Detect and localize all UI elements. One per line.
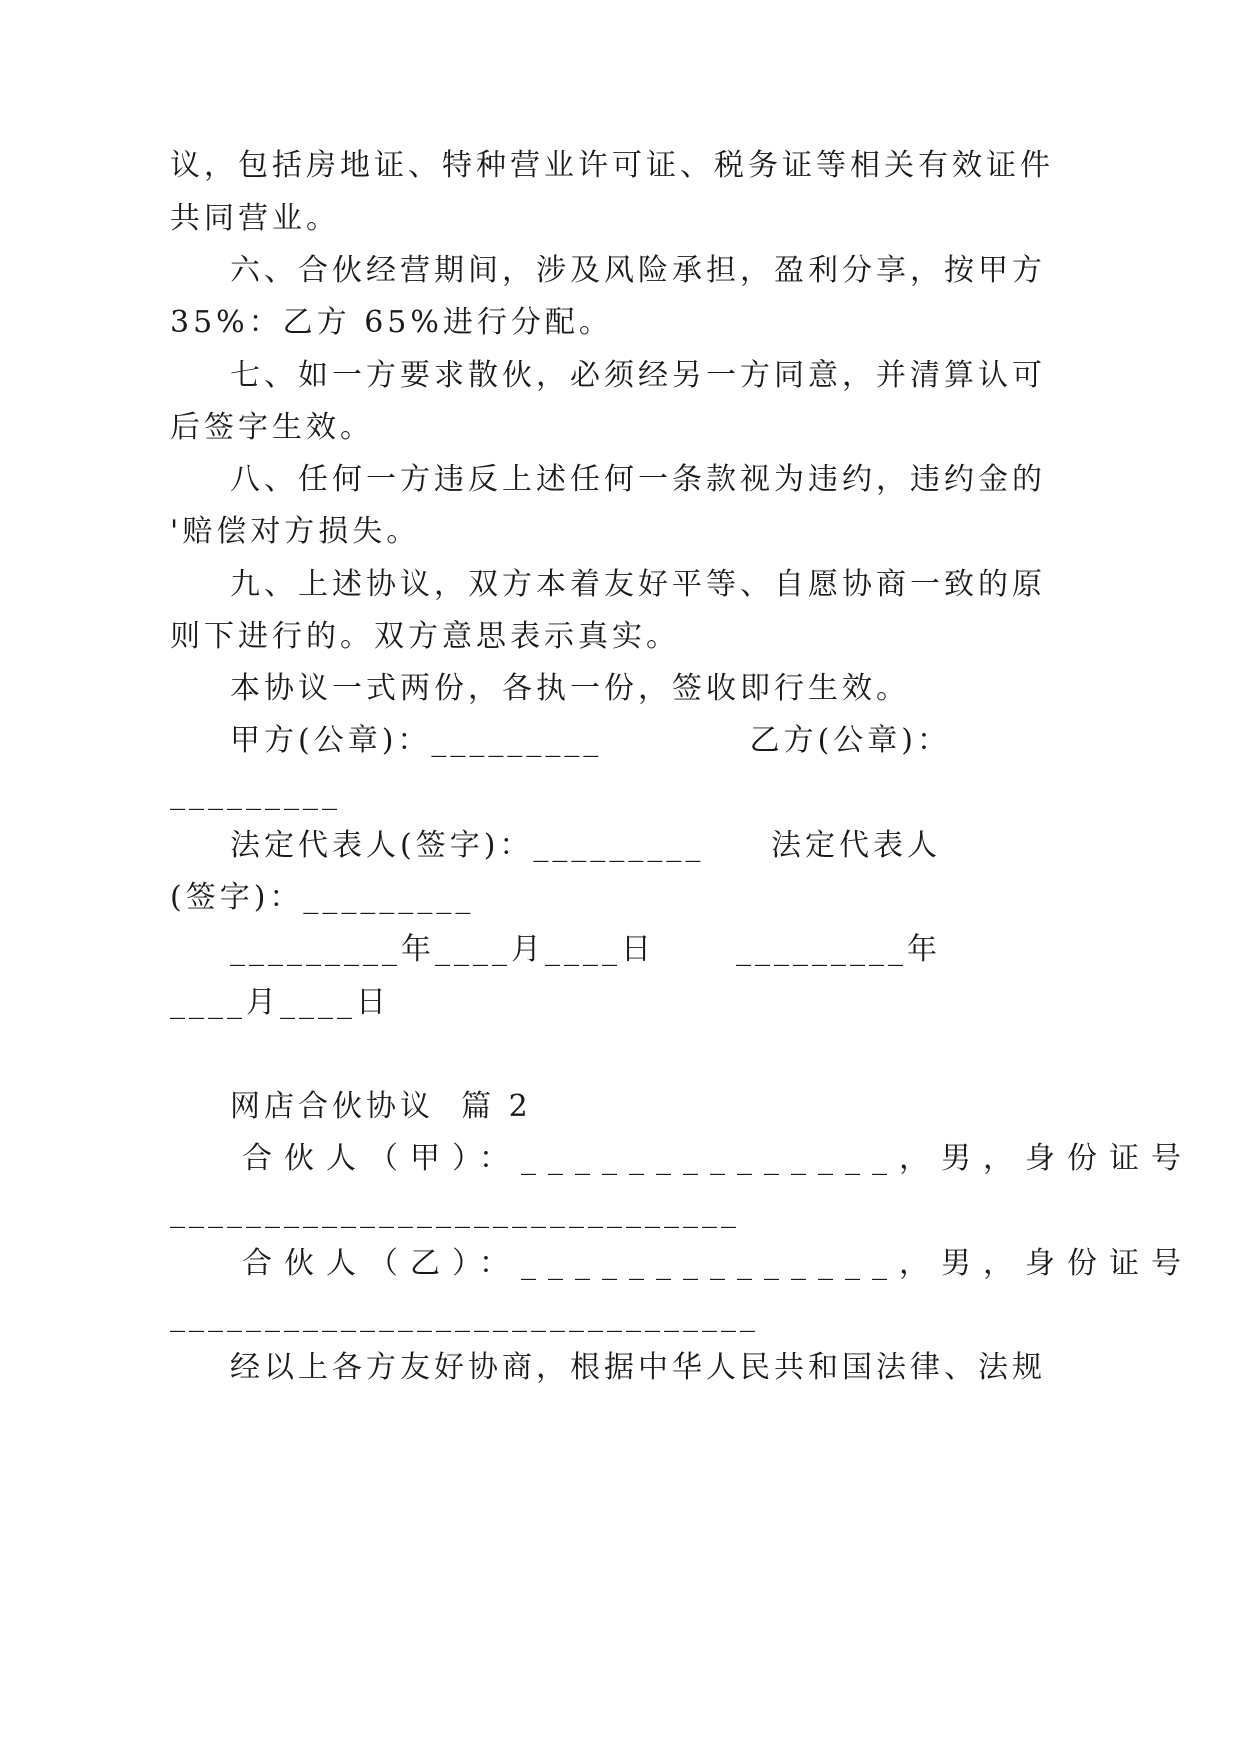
paragraph-line: 后签字生效。 [170,410,374,445]
partner-a-line: 合伙人（甲）：______________，男，身份证号 [242,1141,1193,1176]
paragraph-line: 议，包括房地证、特种营业许可证、税务证等相关有效证件 [170,148,1054,183]
paragraph-line: '赔偿对方损失。 [170,514,421,549]
section-title: 网店合伙协议 篇 2 [230,1089,532,1124]
party-b-seal: 乙方(公章)： [749,723,951,758]
clause-seven: 七、如一方要求散伙，必须经另一方同意，并清算认可 [230,358,1046,393]
party-b-seal-line: _________ [170,776,341,811]
party-b-date: _________年 [736,932,941,967]
party-b-date-line: ____月____日 [170,985,390,1020]
party-b-representative: 法定代表人 [771,828,941,863]
paragraph-line: 则下进行的。双方意思表示真实。 [170,619,680,654]
party-b-representative-line: (签字)：_________ [170,880,475,915]
clause-nine: 九、上述协议，双方本着友好平等、自愿协商一致的原 [230,567,1046,602]
section-intro: 经以上各方友好协商，根据中华人民共和国法律、法规 [230,1350,1046,1385]
party-a-seal: 甲方(公章)：_________ [230,723,603,758]
clause-six: 六、合伙经营期间，涉及风险承担，盈利分享，按甲方 [230,253,1046,288]
partner-b-id-line: _______________________________ [170,1298,759,1333]
paragraph-line: 共同营业。 [170,201,340,236]
partner-a-id-line: ______________________________ [170,1194,740,1229]
paragraph-line: 35%：乙方 65%进行分配。 [170,305,613,340]
party-a-representative: 法定代表人(签字)：_________ [230,828,705,863]
clause-eight: 八、任何一方违反上述任何一条款视为违约，违约金的 [230,462,1046,497]
agreement-copies-note: 本协议一式两份，各执一份，签收即行生效。 [230,671,910,706]
party-a-date: _________年____月____日 [230,932,655,967]
partner-b-line: 合伙人（乙）：______________，男，身份证号 [242,1246,1193,1281]
